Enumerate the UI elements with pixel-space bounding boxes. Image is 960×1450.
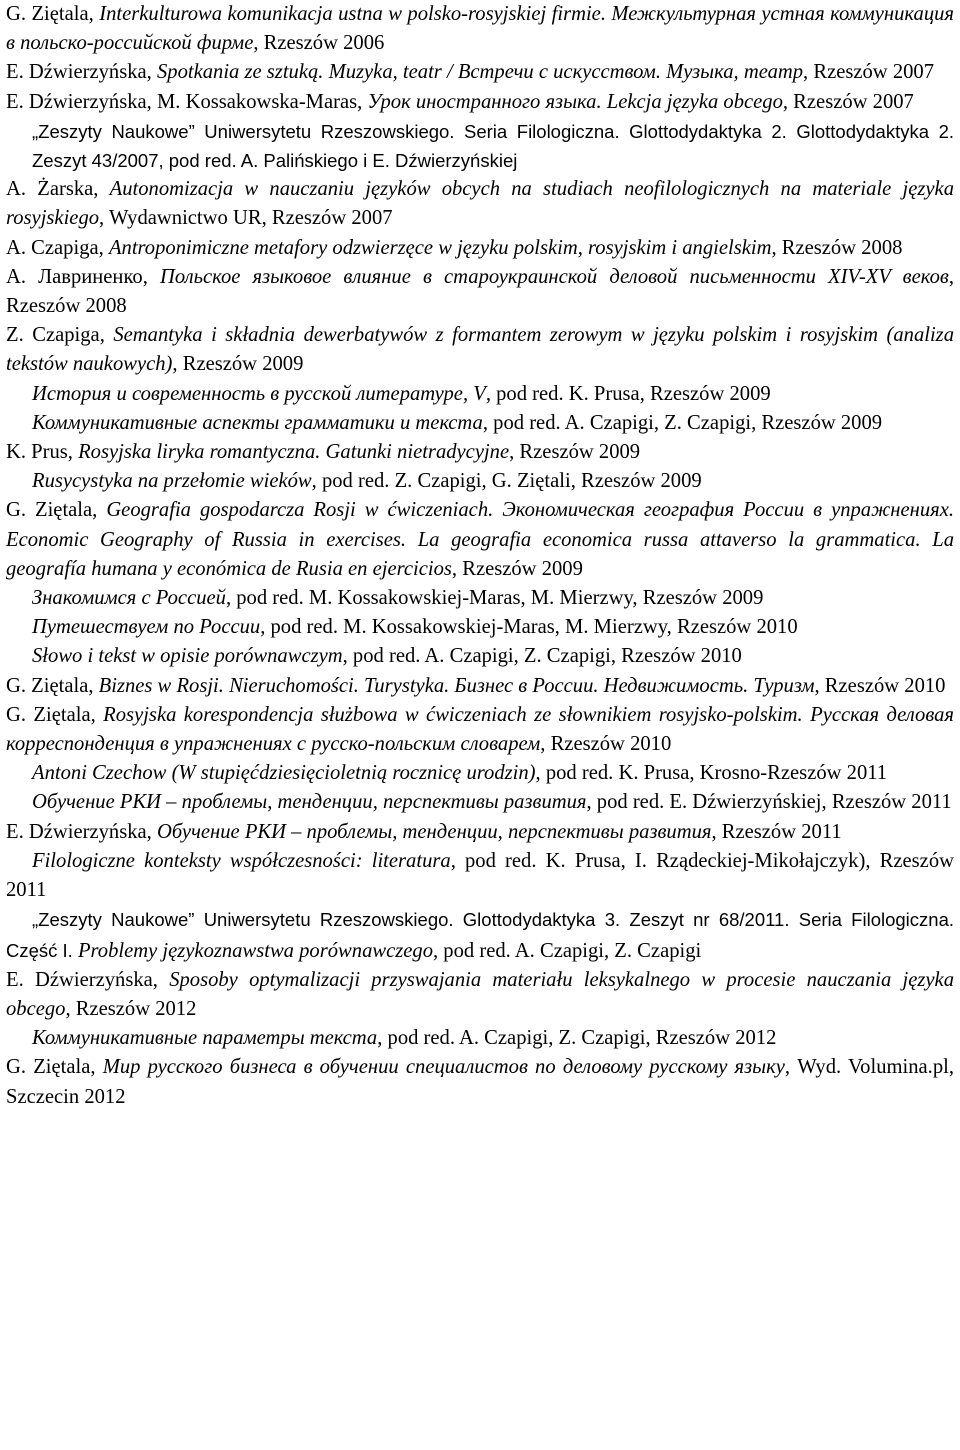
entry-text: G. Ziętala, (6, 703, 104, 726)
entry-text: E. Dźwierzyńska, (6, 820, 157, 843)
bibliography-entry (6, 0, 954, 58)
entry-title-text: Biznes w Rosji. Nieruchomości. Turystyka. Бизнес в России. Недвижимость. Туризм (98, 674, 815, 697)
entry-text: , pod red. A. Czapigi, Z. Czapigi, Rzeszów 2012 (377, 1027, 777, 1050)
bibliography-entry (6, 438, 954, 467)
entry-title-text: Знакомимся с Россией (32, 587, 226, 610)
entry-text: , pod red. E. Dźwierzyńskiej, Rzeszów 2011 (586, 791, 952, 814)
entry-text: , pod red. Z. Czapigi, G. Ziętali, Rzeszów 2009 (311, 470, 702, 493)
bibliography-entry (6, 759, 954, 788)
entry-title-text: Autonomizacja w nauczaniu języków obcych na studiach neofilologicznych na materiale języka rosyjskiego (6, 178, 954, 230)
entry-text: , pod red. A. Czapigi, Z. Czapigi, Rzeszów 2009 (482, 411, 883, 434)
entry-text: , Rzeszów 2009 (451, 557, 583, 580)
bibliography-entry (6, 818, 954, 847)
bibliography-entry (6, 380, 954, 409)
entry-text: , Wydawnictwo UR, Rzeszów 2007 (99, 207, 393, 230)
entry-title-text: Antoni Czechow (W stupięćdziesięcioletnią rocznicę urodzin) (32, 762, 536, 785)
bibliography-entry (6, 701, 954, 759)
entry-text: , pod red. M. Kossakowskiej-Maras, M. Mierzwy, Rzeszów 2010 (260, 616, 798, 639)
bibliography-entry (6, 966, 954, 1024)
entry-text: , Rzeszów 2011 (711, 820, 842, 843)
entry-text: , pod red. A. Czapigi, Z. Czapigi (433, 939, 702, 962)
bibliography-entry (6, 88, 954, 117)
entry-text: , Rzeszów 2010 (814, 674, 946, 697)
entry-text: K. Prus, (6, 441, 79, 464)
entry-title-text: Geografia gospodarcza Rosji w ćwiczeniach. Экономическая география России в упражнениях. Economic Geography of Russia in exercises. La geografia economica russa attaverso la grammatica. La geografía humana y económica de Rusia en ejercicios (6, 499, 954, 580)
bibliography-entry (6, 263, 954, 321)
entry-text: G. Ziętala, (6, 3, 100, 25)
entry-title-text: Обучение РКИ – проблемы, тенденции, перспективы развития (156, 820, 712, 843)
entry-text: , pod red. K. Prusa, Rzeszów 2009 (485, 382, 771, 405)
bibliography-entry (6, 234, 954, 263)
entry-text: , Wyd. Volumina.pl, Szczecin 2012 (6, 1056, 954, 1108)
entry-text: A. Czapiga, (6, 236, 109, 259)
entry-text: E. Dźwierzyńska, M. Kossakowska-Maras, (6, 90, 368, 113)
bibliography-entry (6, 117, 954, 175)
entry-text: , pod red. K. Prusa, Krosno-Rzeszów 2011 (535, 762, 888, 785)
entry-title-text: Sposoby optymalizacji przyswajania materiału leksykalnego w procesie nauczania języka obcego (6, 968, 954, 1020)
entry-text: E. Dźwierzyńska, (6, 61, 157, 84)
entry-text: , Rzeszów 2009 (172, 353, 304, 376)
bibliography-entry (6, 847, 954, 905)
bibliography-entry (6, 58, 954, 87)
entry-text: , Rzeszów 2008 (6, 265, 954, 318)
entry-text: , Rzeszów 2007 (803, 61, 935, 84)
bibliography-entry (6, 584, 954, 613)
entry-text: , Rzeszów 2006 (253, 32, 385, 55)
entry-title-text: Rosyjska korespondencja służbowa w ćwiczeniach ze słownikiem rosyjsko-polskim. Русская деловая корреспонденция в упражнениях с русско-польским словарем (6, 703, 955, 756)
bibliography-entry (6, 467, 954, 496)
entry-text: pod red. K. Prusa, I. Rządeckiej-Mikołajczyk), Rzeszów 2011 (6, 849, 954, 902)
entry-text: , Rzeszów 2007 (782, 90, 914, 113)
entry-text: G. Ziętala, (6, 674, 99, 697)
entry-text: , Rzeszów 2010 (540, 733, 672, 756)
entry-text: A. Лавриненко, (6, 265, 160, 288)
bibliography-entry (6, 321, 954, 379)
entry-title-text: Rusycystyka na przełomie wieków (32, 470, 312, 493)
bibliography-entry (6, 905, 954, 965)
entry-title-text: Путешествуем по России (32, 616, 261, 639)
entry-title-text: Коммуникативные аспекты грамматики и текста (32, 411, 483, 434)
entry-title-text: Spotkania ze sztuką. Muzyka, teatr / Встречи с искусством. Музыка, театр (156, 61, 804, 84)
entry-title-text: Interkulturowa komunikacja ustna w polsko-rosyjskiej firmie. Межкультурная устная коммуникация в польско-российской фирме (6, 3, 954, 55)
entry-title-text: Słowo i tekst w opisie porównawczym (32, 645, 343, 668)
entry-text: , Rzeszów 2012 (65, 997, 197, 1020)
entry-text: , Rzeszów 2008 (771, 236, 903, 259)
bibliography-entry (6, 175, 954, 233)
entry-title-text: Antroponimiczne metafory odzwierzęce w języku polskim, rosyjskim i angielskim (108, 236, 772, 259)
bibliography-entry (6, 672, 954, 701)
entry-text: E. Dźwierzyńska, (6, 968, 170, 991)
entry-text: G. Ziętala, (6, 499, 107, 522)
entry-title-text: Урок иностранного языка. Lekcja języka obcego (367, 90, 783, 113)
entry-text: „Zeszyty Naukowe” Uniwersytetu Rzeszowskiego. Glottodydaktyka 3. Zeszyt nr 68/2011. Seria Filologiczna. Część I. (6, 909, 954, 961)
entry-title-text: Коммуникативные параметры текста (32, 1027, 378, 1050)
bibliography-entry (6, 788, 954, 817)
entry-title-text: Rosyjska liryka romantyczna. Gatunki nietradycyjne (78, 441, 510, 464)
entry-text: G. Ziętala, (6, 1056, 103, 1079)
entry-text: , pod red. M. Kossakowskiej-Maras, M. Mierzwy, Rzeszów 2009 (225, 587, 764, 610)
entry-title-text: Мир русского бизнеса в обучении специалистов по деловому русскому языку (102, 1056, 785, 1079)
entry-title-text: Обучение РКИ – проблемы, тенденции, перспективы развития (32, 791, 587, 814)
entry-text: , pod red. A. Czapigi, Z. Czapigi, Rzeszów 2010 (342, 645, 742, 668)
bibliography-entry (6, 496, 954, 584)
entry-title-text: История и современность в русской литературе, V (32, 382, 486, 405)
entry-text: , Rzeszów 2009 (509, 441, 641, 464)
bibliography-entry (6, 409, 954, 438)
entry-title-text: Польское языковое влияние в староукраинской деловой письменности XIV-XV веков (159, 265, 949, 288)
entry-title-text: Problemy językoznawstwa porównawczego (77, 939, 433, 962)
entry-title-text: Filologiczne konteksty współczesności: literatura, (32, 849, 456, 872)
bibliography-entry (6, 1024, 954, 1053)
bibliography-entry (6, 642, 954, 671)
bibliography-entry (6, 1053, 954, 1111)
entry-text: A. Żarska, (6, 178, 110, 201)
bibliography-entry (6, 613, 954, 642)
entry-title-text: Semantyka i składnia dewerbatywów z formantem zerowym w języku polskim i rosyjskim (analiza tekstów naukowych) (6, 324, 954, 376)
entry-text: „Zeszyty Naukowe” Uniwersytetu Rzeszowskiego. Seria Filologiczna. Glottodydaktyka 2. Glottodydaktyka 2. Zeszyt 43/2007, pod red. A. Palińskiego i E. Dźwierzyńskiej (32, 120, 954, 172)
entry-text: Z. Czapiga, (6, 324, 114, 347)
